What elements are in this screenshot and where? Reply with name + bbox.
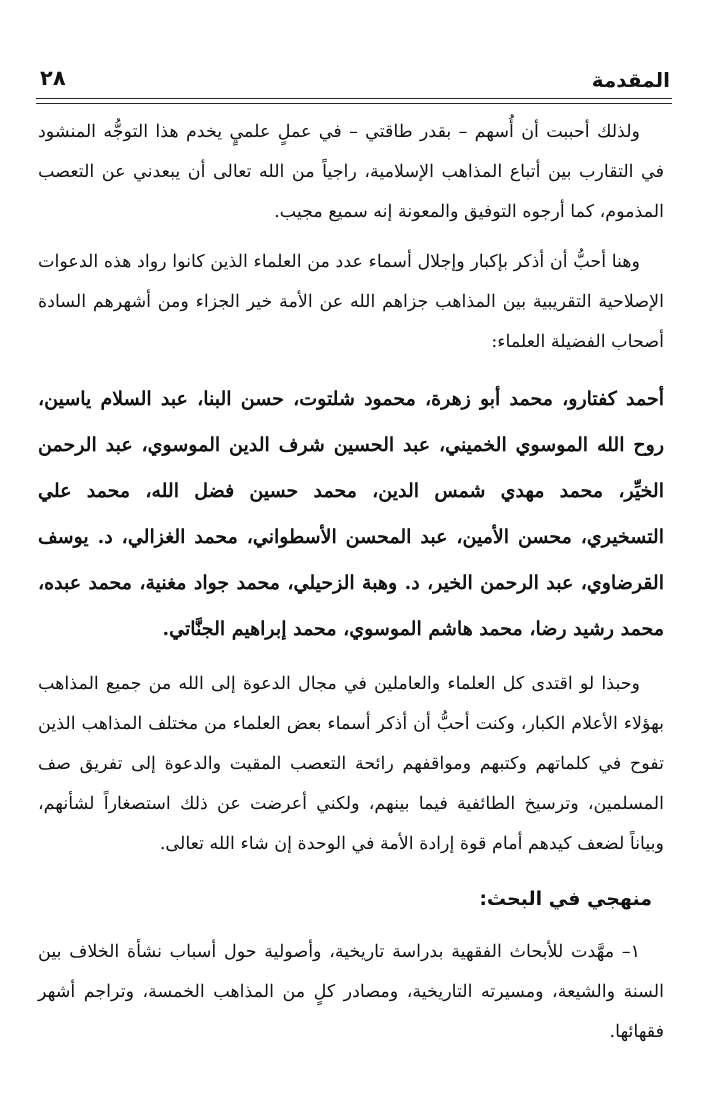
section-heading-methodology: منهجي في البحث: (479, 888, 652, 910)
page-number: ٢٨ (40, 66, 66, 90)
running-header (36, 60, 672, 96)
paragraph-intent: ولذلك أحببت أن أُسهم – بقدر طاقتي – في عملٍ علميٍ يخدم هذا التوجُّه المنشود في التقارب بين أتباع المذاهب الإسلامية، راجياً من الله تعالى أن يبعدني عن التعصب المذموم، كما أرجوه التوفيق والمعونة إنه سميع مجيب. (38, 122, 664, 222)
chapter-title: المقدمة (591, 68, 670, 92)
paragraph-scholars-intro: وهنا أحبُّ أن أذكر بإكبار وإجلال أسماء عدد من العلماء الذين كانوا رواد هذه الدعوات الإصلاحية التقريبية بين المذاهب جزاهم الله عن الأمة خير الجزاء ومن أشهرهم السادة أصحاب الفضيلة العلماء: (38, 252, 664, 352)
header-rule (36, 98, 672, 104)
body-text (38, 112, 664, 1052)
paragraph-scholars-list: أحمد كفتارو، محمد أبو زهرة، محمود شلتوت، حسن البنا، عبد السلام ياسين، روح الله الموسوي الخميني، عبد الحسين شرف الدين الموسوي، عبد الرحمن الخيِّر، محمد مهدي شمس الدين، محمد حسين فضل الله، محمد علي التسخيري، محسن الأمين، عبد المحسن الأسطواني، محمد الغزالي، د. يوسف القرضاوي، عبد الرحمن الخير، د. وهبة الزحيلي، محمد جواد مغنية، محمد عبده، محمد رشيد رضا، محمد هاشم الموسوي، محمد إبراهيم الجنَّاتي. (38, 388, 664, 640)
paragraph-call-to-unity: وحبذا لو اقتدى كل العلماء والعاملين في مجال الدعوة إلى الله من جميع المذاهب بهؤلاء الأعلام الكبار، وكنت أحبُّ أن أذكر أسماء بعض العلماء من مختلف المذاهب الذين تفوح في كلماتهم وكتبهم ومواقفهم رائحة التعصب المقيت والدعوة إلى تفريق صف المسلمين، وترسيخ الطائفية فيما بينهم، ولكني أعرضت عن ذلك استصغاراً لشأنهم، وبياناً لضعف كيدهم أمام قوة إرادة الأمة في الوحدة إن شاء الله تعالى. (38, 674, 664, 854)
methodology-item-1: ١– مهَّدت للأبحاث الفقهية بدراسة تاريخية، وأصولية حول أسباب نشأة الخلاف بين السنة والشيعة، ومسيرته التاريخية، ومصادر كلٍ من المذاهب الخمسة، وتراجم أشهر فقهائها. (38, 942, 664, 1042)
